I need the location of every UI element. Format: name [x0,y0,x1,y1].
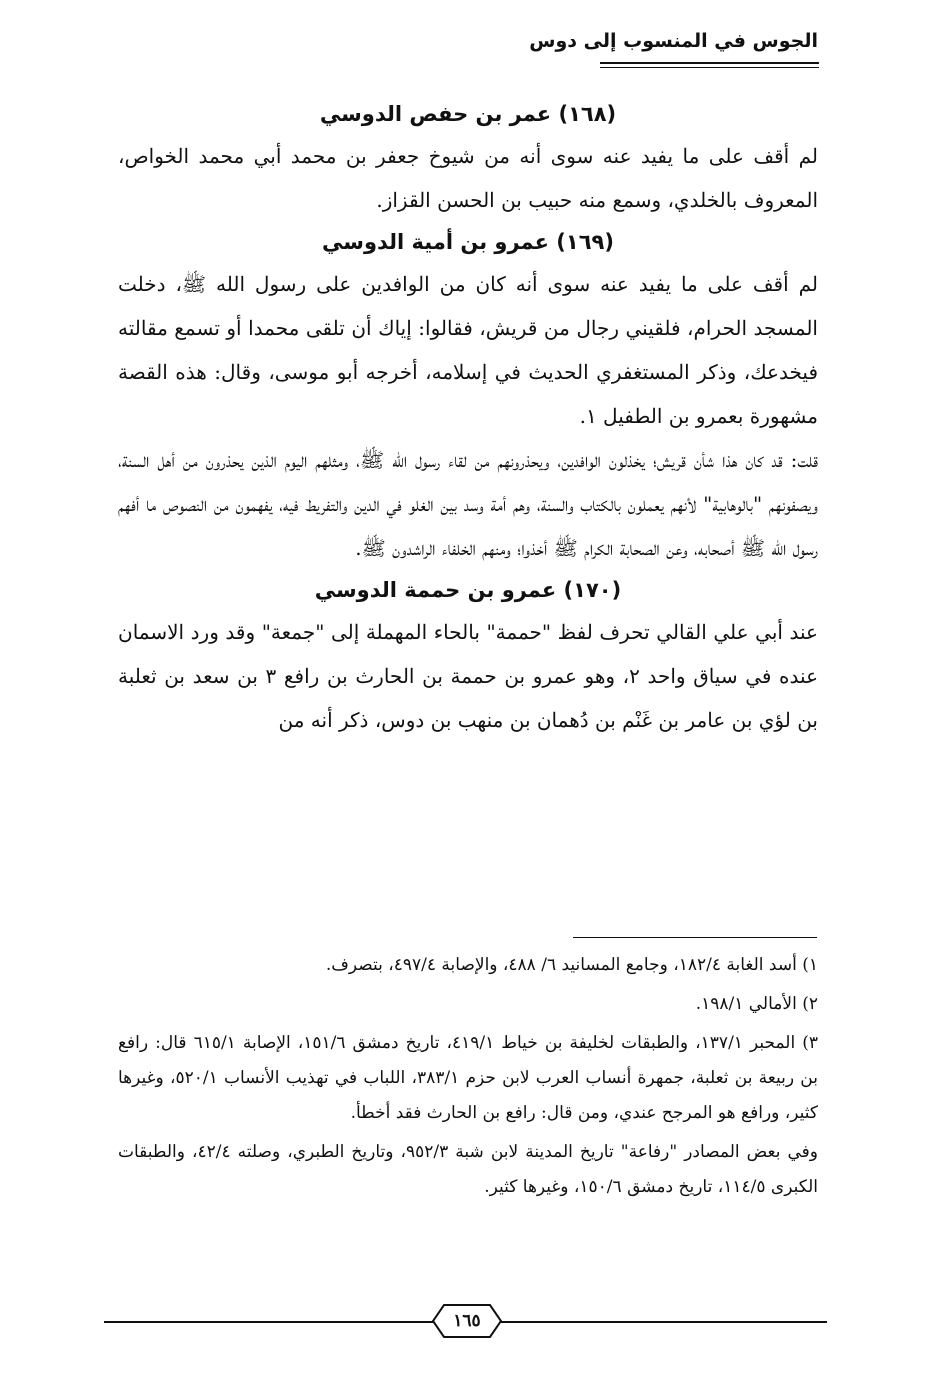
footnote-2: ٢) الأمالي ١٩٨/١. [695,994,818,1014]
page-number: ١٦٥ [453,1311,481,1331]
entry-heading-170: (١٧٠) عمرو بن حممة الدوسي [314,578,622,602]
footnote-separator [573,937,817,938]
main-text [118,94,818,742]
entry-paragraph: لم أقف على ما يفيد عنه سوى أنه من شيوخ جعفر بن محمد أبي محمد الخواص، المعروف بالخلدي، وسمع منه حبيب بن الحسن القزاز. [118,144,818,212]
footnote-1: ١) أسد الغابة ١٨٢/٤، وجامع المسانيد ٦/ ٤٨٨، والإصابة ٤٩٧/٤، بتصرف. [325,955,818,975]
footnote-3: ٣) المحبر ١٣٧/١، والطبقات لخليفة بن خياط ٤١٩/١، تاريخ دمشق ١٥١/٦، الإصابة ٦١٥/١ قال: رافع بن ربيعة بن ثعلبة، جمهرة أنساب العرب لابن حزم ٣٨٣/١، اللباب في تهذيب الأنساب ٥٢٠/١، وغيرها كثير، ورافع هو المرجح عندي، ومن قال: رافع بن الحارث فقد أخطأ. [118,1033,818,1123]
footnote-3-continued: وفي بعض المصادر "رفاعة" تاريخ المدينة لابن شبة ٩٥٢/٣، وتاريخ الطبري، وصلته ٤٢/٤، والطبقات الكبرى ١١٤/٥، تاريخ دمشق ١٥٠/٦، وغيرها كثير. [118,1142,818,1197]
entry-heading-169: (١٦٩) عمرو بن أمية الدوسي [322,230,614,254]
header-rule-thin [600,67,819,68]
entry-paragraph: قلت: قد كان هذا شأن قريش؛ يخذلون الوافدين، ويحذرونهم من لقاء رسول الله ﷺ، ومثلهم اليوم الذين يحذرون من أهل السنة، ويصفونهم "بالوهابية" لأنهم يعملون بالكتاب والسنة، وهم أمة وسد بين الغلو في الدين والتفريط فيه، يفهمون من النصوص ما أفهم رسول الله ﷺ أصحابه، وعن الصحابة الكرام ﷺ أخذوا؛ ومنهم الخلفاء الراشدون ﷺ. [118,448,818,560]
entry-paragraph: لم أقف على ما يفيد عنه سوى أنه كان من الوافدين على رسول الله ﷺ، دخلت المسجد الحرام، فلقيني رجال من قريش، فقالوا: إياك أن تلقى محمدا أو تسمع مقالته فيخدعك، وذكر المستغفري الحديث في إسلامه، أخرجه أبو موسى، وقال: هذه القصة مشهورة بعمرو بن الطفيل ١. [118,272,818,428]
page-number-badge [432,1304,502,1338]
entry-heading-168: (١٦٨) عمر بن حفص الدوسي [319,102,617,126]
entry-paragraph: عند أبي علي القالي تحرف لفظ "حممة" بالحاء المهملة إلى "جمعة" وقد ورد الاسمان عنده في سياق واحد ٢، وهو عمرو بن حممة بن الحارث بن رافع ٣ بن سعد بن ثعلبة بن لؤي بن عامر بن غَنْم بن دُهمان بن منهب بن دوس، ذكر أنه من [118,620,818,732]
running-header: الجوس في المنسوب إلى دوس [529,30,818,52]
header-rule [600,62,819,64]
footnotes [118,948,818,1209]
